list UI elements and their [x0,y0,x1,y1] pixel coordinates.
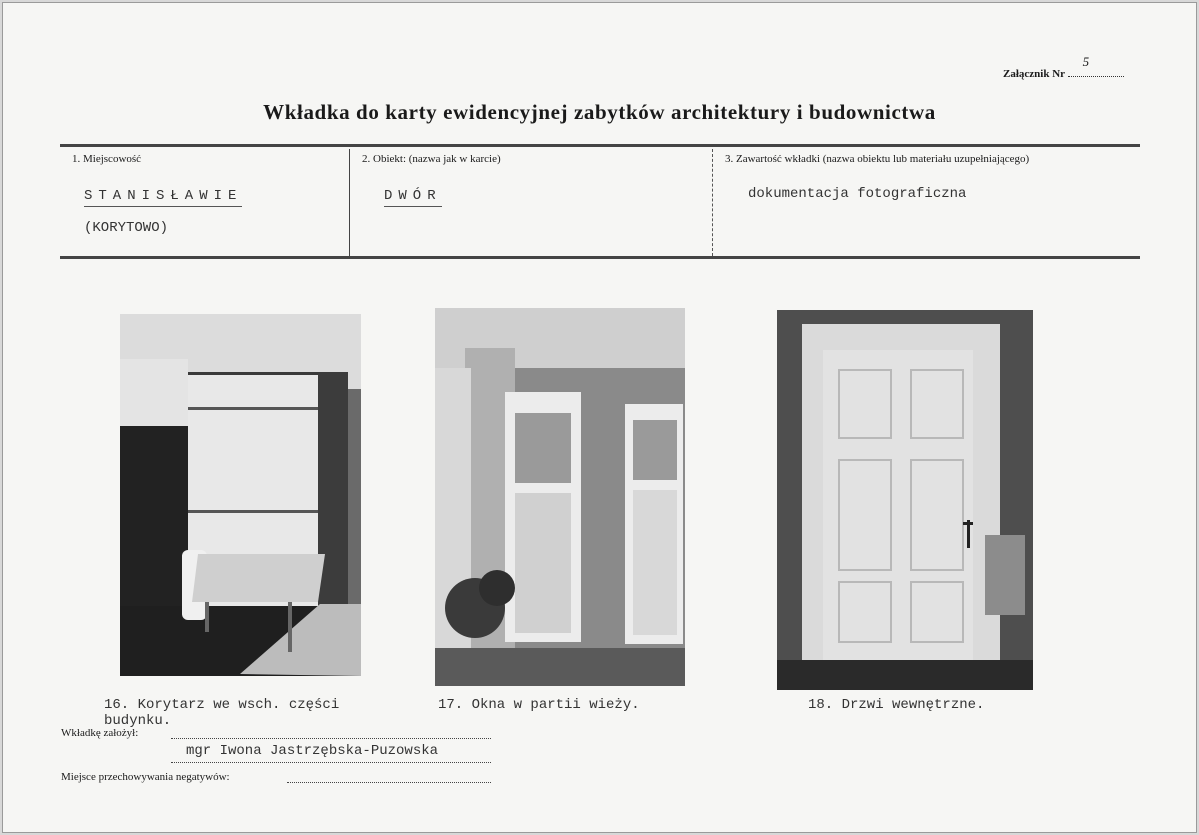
object-label: 2. Obiekt: (nazwa jak w karcie) [362,153,501,165]
door-photo [777,310,1033,690]
photo-16-caption: 16. Korytarz we wsch. części budynku. [104,697,340,729]
header-divider-2 [712,149,714,256]
header-bottom-rule [60,256,1140,259]
author-value: mgr Iwona Jastrzębska-Puzowska [186,743,439,759]
author-dotline-2 [171,761,491,763]
annex-number [1003,54,1124,80]
page-title: Wkładka do karty ewidencyjnej zabytków architektury i budownictwa [263,100,936,124]
header-top-rule [60,144,1140,147]
place-label: 1. Miejscowość [72,153,142,165]
annex-label: Załącznik Nr [1003,68,1065,80]
windows-photo [435,308,685,686]
object-value: DWÓR [384,188,442,204]
place-alt-value: (KORYTOWO) [84,220,169,236]
content-label: 3. Zawartość wkładki (nazwa obiektu lub materiału uzupełniającego) [725,153,1030,165]
negatives-dotline [287,781,491,783]
photo-18-caption: 18. Drzwi wewnętrzne. [808,697,985,713]
header-divider-1 [349,149,350,256]
place-value: STANISŁAWIE [84,188,242,204]
photo-17-caption: 17. Okna w partii wieży. [438,697,640,713]
author-label: Wkładkę założył: [61,727,139,739]
corridor-photo [120,314,361,676]
content-value: dokumentacja fotograficzna [748,186,967,202]
author-dotline [171,737,491,739]
annex-value: 5 [1082,54,1090,69]
negatives-label: Miejsce przechowywania negatywów: [61,771,230,783]
